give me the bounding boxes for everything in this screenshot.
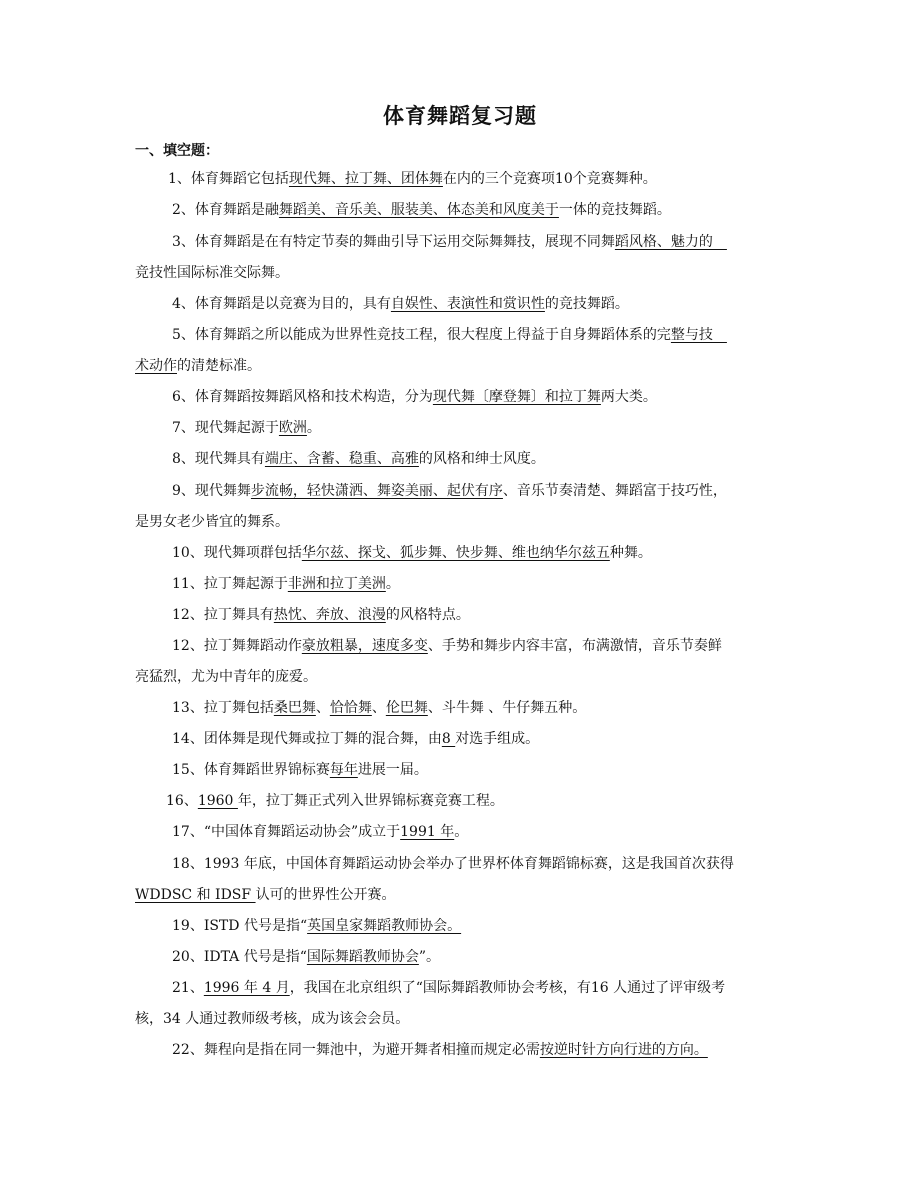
answer-blank: 欧洲 (278, 420, 307, 436)
answer-blank: 现代舞〔摩登舞〕和拉丁舞 (432, 389, 601, 405)
question-text: ”。 (418, 949, 441, 965)
question-text: 8、现代舞具有 (172, 451, 265, 467)
question-text: 、 (315, 700, 330, 716)
question-text: 、手势和舞步内容丰富，布满激情，音乐节奏鲜 (427, 638, 722, 654)
answer-blank: 术动作 (135, 358, 177, 374)
question-text: 12、拉丁舞舞蹈动作 (172, 638, 302, 654)
question-text: 年，拉丁舞正式列入世界锦标赛竞赛工程。 (237, 793, 504, 809)
question-line (172, 699, 586, 717)
question-text: 17、“中国体育舞蹈运动协会”成立于 (172, 824, 401, 840)
question-text: 10、现代舞项群包括 (172, 545, 302, 561)
question-line (135, 513, 289, 531)
question-text: 的竞技舞蹈。 (544, 296, 629, 312)
question-line (135, 357, 261, 375)
question-line (172, 948, 440, 966)
answer-blank: 非洲和拉丁美洲 (287, 576, 386, 592)
question-line (172, 917, 461, 935)
question-line (172, 575, 400, 593)
answer-blank: 1960 (197, 793, 238, 809)
question-line (172, 295, 629, 313)
question-text: 1、体育舞蹈它包括 (168, 171, 289, 187)
question-text: 19、ISTD 代号是指“ (172, 918, 308, 934)
answer-blank: 每年 (329, 762, 358, 778)
question-text: 7、现代舞起源于 (172, 420, 279, 436)
question-text: 9、现代舞舞 (172, 483, 251, 499)
question-line (172, 482, 727, 500)
question-text: 11、拉丁舞起源于 (172, 576, 288, 592)
question-text: 的风格和绅士风度。 (418, 451, 545, 467)
answer-blank: 英国皇家舞蹈教师协会。 (307, 918, 462, 934)
answer-blank: 按逆时针方向行进的方向。 (539, 1042, 708, 1058)
question-text: 进展一届。 (357, 762, 428, 778)
question-text: 、音乐节奏清楚、舞蹈富于技巧性， (502, 483, 727, 499)
question-line (172, 450, 545, 468)
question-line (135, 886, 396, 904)
question-text: 20、IDTA 代号是指“ (172, 949, 307, 965)
question-line (135, 264, 289, 282)
question-text: ，我国在北京组织了“国际舞蹈教师协会考核，有16 人通过了评审级考 (289, 980, 726, 996)
question-line (172, 201, 671, 219)
question-line (172, 233, 727, 251)
answer-blank: 蹈风格、魅力的 (614, 234, 727, 250)
answer-blank: 豪放粗暴，速度多变 (301, 638, 428, 654)
answer-blank: 1996 年 4 月 (203, 980, 290, 996)
question-line (172, 388, 657, 406)
question-text: 对选手组成。 (455, 731, 540, 747)
question-text: 13、拉丁舞包括 (172, 700, 274, 716)
question-text: 竞技性国际标准交际舞。 (135, 265, 289, 281)
question-text: 22、舞程向是指在同一舞池中，为避开舞者相撞而规定必需 (172, 1042, 540, 1058)
question-line (172, 823, 468, 841)
answer-blank: 1991 年 (400, 824, 455, 840)
question-line (172, 1041, 708, 1059)
question-line (168, 170, 657, 188)
question-text: 15、体育舞蹈世界锦标赛 (172, 762, 330, 778)
question-text: 在内的三个竞赛项10个竞赛舞种。 (442, 171, 657, 187)
question-text: 亮猛烈，尤为中青年的庞爱。 (135, 669, 317, 685)
question-text: 。 (454, 824, 469, 840)
question-text: 。 (385, 576, 400, 592)
question-line (172, 761, 428, 779)
question-line (135, 1010, 409, 1028)
question-line (172, 419, 321, 437)
question-text: 3、体育舞蹈是在有特定节奏的舞曲引导下运用交际舞舞技，展现不同舞 (172, 234, 615, 250)
question-text: 的清楚标准。 (177, 358, 261, 374)
answer-blank: 整与技 (670, 327, 727, 343)
question-text: 18、1993 年底，中国体育舞蹈运动协会举办了世界杯体育舞蹈锦标赛，这是我国首次获得 (172, 856, 734, 872)
section-heading: 一、填空题： (135, 143, 219, 159)
answer-blank: WDDSC 和 IDSF (135, 887, 256, 903)
question-text: 的风格特点。 (385, 607, 470, 623)
answer-blank: 华尔兹、探戈、狐步舞、快步舞、维也纳华尔兹五 (301, 545, 610, 561)
question-text: 两大类。 (600, 389, 657, 405)
answer-blank: 恰恰舞 (329, 700, 372, 716)
question-line (172, 544, 652, 562)
question-text: 2、体育舞蹈是融 (172, 202, 279, 218)
answer-blank: 8 (441, 731, 456, 747)
question-text: 认可的世界性公开赛。 (255, 887, 396, 903)
question-line (172, 855, 734, 873)
answer-blank: 自娱性、表演性和赏识性 (390, 296, 545, 312)
answer-blank: 热忱、奔放、浪漫 (273, 607, 386, 623)
question-text: 一体的竞技舞蹈。 (558, 202, 671, 218)
question-text: 核，34 人通过教师级考核，成为该会会员。 (135, 1011, 410, 1027)
question-text: 、斗牛舞 、牛仔舞五种。 (427, 700, 587, 716)
question-line (172, 637, 722, 655)
answer-blank: 桑巴舞 (273, 700, 316, 716)
question-text: 6、体育舞蹈按舞蹈风格和技术构造，分为 (172, 389, 433, 405)
question-text: 14、团体舞是现代舞或拉丁舞的混合舞，由 (172, 731, 442, 747)
answer-blank: 步流畅，轻快潇洒、舞姿美丽、起伏有序 (250, 483, 503, 499)
question-text: 4、体育舞蹈是以竞赛为目的，具有 (172, 296, 391, 312)
answer-blank: 国际舞蹈教师协会 (306, 949, 419, 965)
question-text: 、 (371, 700, 386, 716)
question-text: 5、体育舞蹈之所以能成为世界性竞技工程，很大程度上得益于自身舞蹈体系的完 (172, 327, 671, 343)
question-text: 。 (306, 420, 321, 436)
answer-blank: 端庄、含蓄、稳重、高雅 (264, 451, 419, 467)
question-text: 16、 (166, 793, 198, 809)
answer-blank: 舞蹈美、音乐美、服装美、体态美和风度美于 (278, 202, 559, 218)
question-line (166, 792, 504, 810)
question-line (135, 668, 317, 686)
answer-blank: 现代舞、拉丁舞、团体舞 (288, 171, 443, 187)
question-line (172, 730, 539, 748)
question-line (172, 326, 727, 344)
answer-blank: 伦巴舞 (385, 700, 428, 716)
question-line (172, 606, 470, 624)
question-text: 21、 (172, 980, 204, 996)
question-text: 是男女老少皆宜的舞系。 (135, 514, 289, 530)
page-title: 体育舞蹈复习题 (383, 104, 537, 128)
question-text: 12、拉丁舞具有 (172, 607, 274, 623)
question-line (172, 979, 725, 997)
question-text: 种舞。 (609, 545, 652, 561)
